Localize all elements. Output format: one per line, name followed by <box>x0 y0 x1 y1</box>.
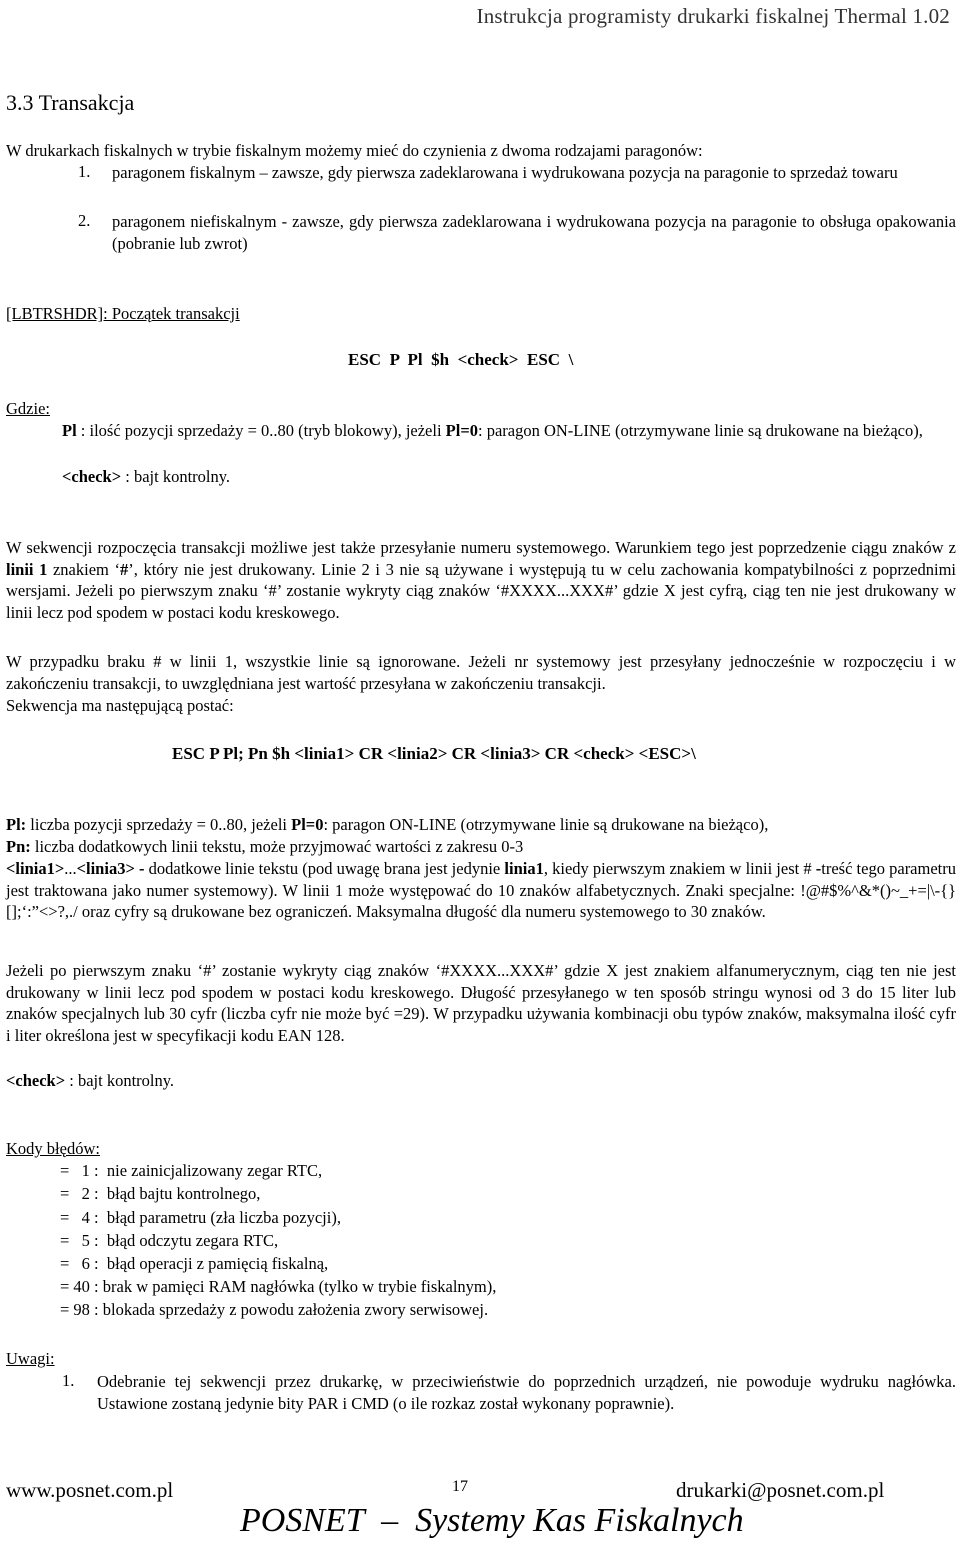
footer-website-link[interactable]: www.posnet.com.pl <box>6 1478 174 1502</box>
notes-label: Uwagi: <box>6 1349 55 1368</box>
intro-list-item: paragonem fiskalnym – zawsze, gdy pierwsza zadeklarowana i wydrukowana pozycja na paragonie to sprzedaż towaru <box>112 163 898 182</box>
param-key: Pl <box>62 421 77 440</box>
page-header-title: Instrukcja programisty drukarki fiskalnej Thermal 1.02 <box>476 4 950 28</box>
page-number: 17 <box>452 1478 468 1495</box>
where-label: Gdzie: <box>6 399 50 418</box>
where-check-definition: <check> : bajt kontrolny. <box>62 467 231 486</box>
sequence-intro: Sekwencja ma następującą postać: <box>6 696 234 715</box>
sequence-syntax: ESC P Pl; Pn $h <linia1> CR <linia2> CR <linia3> CR <check> <ESC>\ <box>172 744 696 763</box>
param-lines: <linia1>...<linia3> - dodatkowe linie tekstu (pod uwagę brana jest jedynie linia1, kiedy pierwszym znakiem w linii jest # -treść tego parametru jest traktowana jako numer systemowy). W linii 1 może występować do 10 znaków alfabetycznych. Znaki specjalne: !@#$%^&*()~_+=|\-{}[];‘:”<>?,./ oraz cyfry są drukowane bez ograniczeń. Maksymalna długość dla numeru systemowego to 30 znaków. <box>6 859 956 922</box>
param-key: <check> <box>62 467 122 486</box>
error-code-row: = 4 : błąd parametru (zła liczba pozycji), <box>60 1208 341 1227</box>
footer-email-link[interactable]: drukarki@posnet.com.pl <box>676 1478 885 1502</box>
param-pl: Pl: liczba pozycji sprzedaży = 0..80, jeżeli Pl=0: paragon ON-LINE (otrzymywane linie są drukowane na bieżąco), <box>6 815 769 834</box>
note-number: 1. <box>62 1371 75 1390</box>
error-code-row: = 98 : blokada sprzedaży z powodu założenia zwory serwisowej. <box>60 1300 489 1319</box>
intro-list-number: 2. <box>78 211 91 230</box>
error-code-row: = 6 : błąd operacji z pamięcią fiskalną, <box>60 1254 329 1273</box>
missing-hash-paragraph: W przypadku braku # w linii 1, wszystkie linie są ignorowane. Jeżeli nr systemowy jest przesyłany jednocześnie w rozpoczęciu i w zakończeniu transakcji, to uwzględniana jest wartość przesyłana w zakończeniu transakcji. <box>6 652 956 693</box>
note-item: Odebranie tej sekwencji przez drukarkę, w przeciwieństwie do poprzednich urządzeń, nie powoduje wydruku nagłówka. Ustawione zostaną jedynie bity PAR i CMD (o ile rozkaz został wykonany poprawnie). <box>97 1372 956 1413</box>
intro-list-number: 1. <box>78 162 91 181</box>
param-hash-barcode: Jeżeli po pierwszym znaku ‘#’ zostanie wykryty ciąg znaków ‘#XXXX...XXX#’ gdzie X jest znakiem alfanumerycznym, ciąg ten nie jest drukowany w linii lecz pod spodem w postaci kodu kreskowego. Długość przesyłanego w ten sposób stringu wynosi od 3 do 15 liter lub znaków specjalnych lub 30 cyfr (liczba cyfr nie może być =29). W przypadku używania kombinacji obu typów znaków, maksymalna ilość cyfr i liter określona jest w specyfikacji kodu EAN 128. <box>6 961 956 1045</box>
section-title: 3.3 Transakcja <box>6 90 135 115</box>
param-check: <check> : bajt kontrolny. <box>6 1071 175 1090</box>
error-code-row: = 5 : błąd odczytu zegara RTC, <box>60 1231 279 1250</box>
errors-label: Kody błędów: <box>6 1139 100 1158</box>
param-pn: Pn: liczba dodatkowych linii tekstu, może przyjmować wartości z zakresu 0-3 <box>6 837 524 856</box>
command-syntax: ESC P Pl $h <check> ESC \ <box>348 350 574 369</box>
error-code-row: = 1 : nie zainicjalizowany zegar RTC, <box>60 1161 323 1180</box>
command-heading: [LBTRSHDR]: Początek transakcji <box>6 304 240 323</box>
param-key: Pl=0 <box>445 421 478 440</box>
intro-list-item: paragonem niefiskalnym - zawsze, gdy pierwsza zadeklarowana i wydrukowana pozycja na paragonie to obsługa opakowania (pobranie lub zwrot) <box>112 212 956 253</box>
intro-paragraph: W drukarkach fiskalnych w trybie fiskalnym możemy mieć do czynienia z dwoma rodzajami paragonów: <box>6 141 703 160</box>
error-code-row: = 40 : brak w pamięci RAM nagłówka (tylko w trybie fiskalnym), <box>60 1277 497 1296</box>
error-code-row: = 2 : błąd bajtu kontrolnego, <box>60 1184 261 1203</box>
system-number-paragraph: W sekwencji rozpoczęcia transakcji możliwe jest także przesyłanie numeru systemowego. Warunkiem tego jest poprzedzenie ciągu znaków z linii 1 znakiem ‘#’, który nie jest drukowany. Linie 2 i 3 nie są używane i występują tu w celu zachowania kompatybilności z poprzednimi wersjami. Jeżeli po pierwszym znaku ‘#’ zostanie wykryty ciąg znaków ‘#XXXX...XXX#’ gdzie X jest cyfrą, ciąg ten nie jest drukowany w linii lecz pod spodem w postaci kodu kreskowego. <box>6 538 956 622</box>
where-pl-definition: Pl : ilość pozycji sprzedaży = 0..80 (tryb blokowy), jeżeli Pl=0: paragon ON-LINE (otrzymywane linie są drukowane na bieżąco), <box>62 421 923 440</box>
footer-brand: POSNET – Systemy Kas Fiskalnych <box>240 1502 744 1539</box>
